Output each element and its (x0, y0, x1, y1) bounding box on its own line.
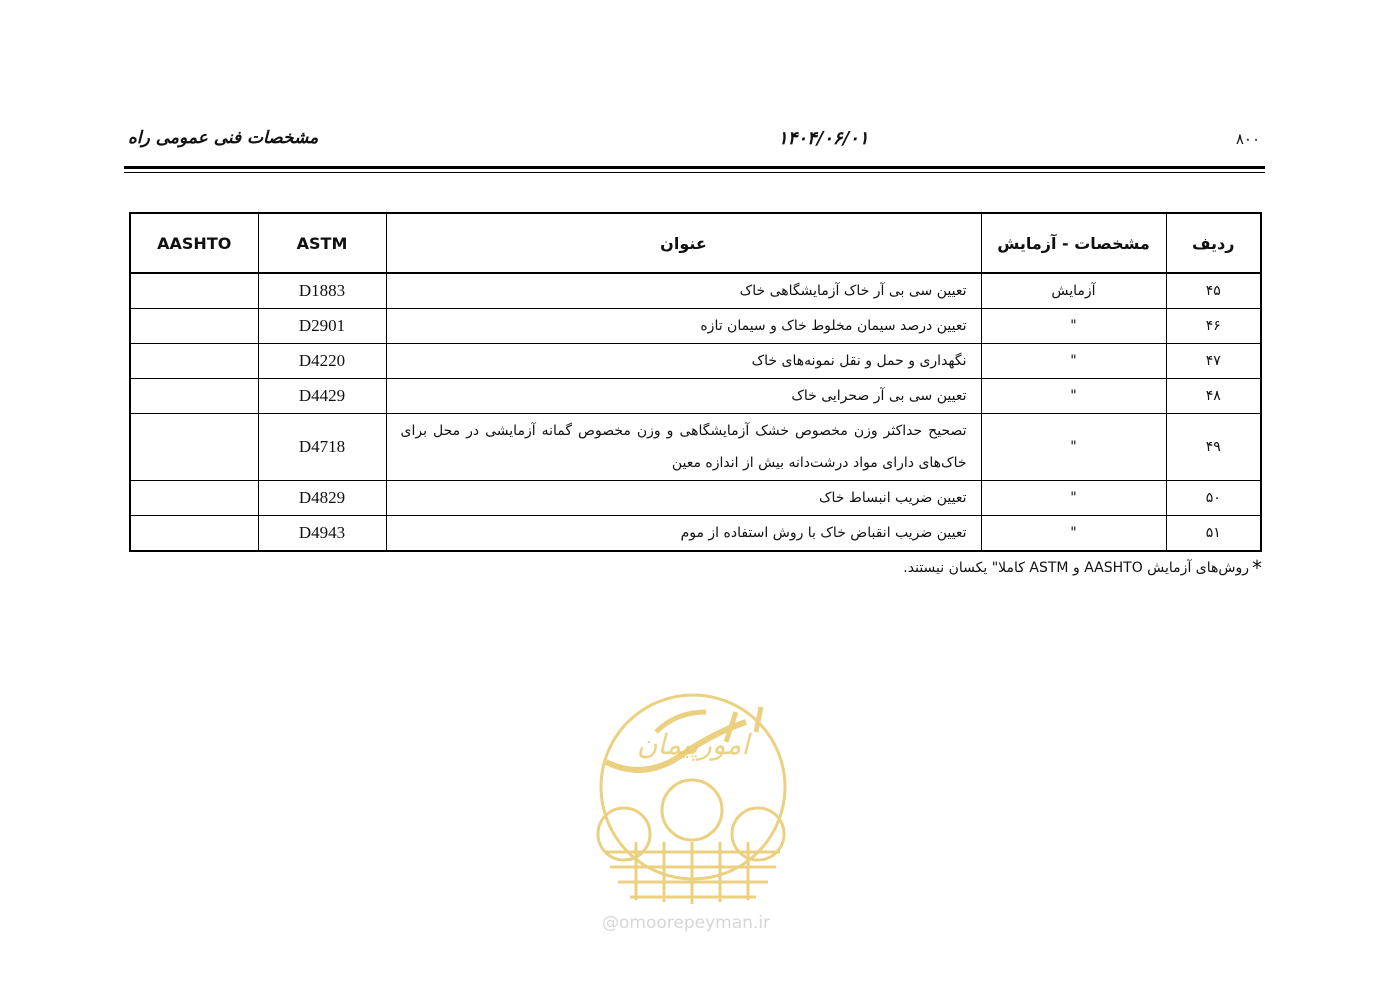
cell-type: " (981, 414, 1166, 481)
cell-astm: D4429 (258, 379, 386, 414)
cell-aashto (130, 379, 258, 414)
table-row (130, 414, 1261, 481)
page-number: ۸۰۰ (1235, 130, 1260, 148)
cell-row-number: ۵۱ (1166, 516, 1261, 552)
footnote-text: روش‌های آزمایش AASHTO و ASTM کاملا" یکسان نیستند. (903, 560, 1249, 576)
col-header-astm: ASTM (258, 213, 386, 273)
cell-title: نگهداری و حمل و نقل نمونه‌های خاک (386, 344, 981, 379)
cell-row-number: ۴۹ (1166, 414, 1261, 481)
cell-title: تعیین سی بی آر صحرایی خاک (386, 379, 981, 414)
cell-type: " (981, 379, 1166, 414)
cell-astm: D4943 (258, 516, 386, 552)
cell-astm: D4220 (258, 344, 386, 379)
table-row (130, 344, 1261, 379)
document-title: مشخصات فنی عمومی راه (128, 128, 319, 148)
table-header-row (130, 213, 1261, 273)
cell-title-line-1: تصحیح حداکثر وزن مخصوص خشک آزمایشگاهی و وزن مخصوص گمانه آزمایشی در محل برای (400, 423, 967, 439)
page-header (128, 128, 1264, 158)
document-date: ۱۴۰۴/۰۶/۰۱ (778, 128, 869, 149)
cell-type: " (981, 344, 1166, 379)
cell-title (386, 414, 981, 481)
cell-row-number: ۴۸ (1166, 379, 1261, 414)
col-header-aashto: AASHTO (130, 213, 258, 273)
cell-title-line-2: خاک‌های دارای مواد درشت‌دانه بیش از اندازه معین (671, 455, 967, 471)
watermark-logo (586, 692, 800, 940)
col-header-spec-test: مشخصات - آزمایش (981, 213, 1166, 273)
watermark-logo-text: امورپیمان (636, 728, 750, 761)
cell-aashto (130, 344, 258, 379)
cell-astm: D2901 (258, 309, 386, 344)
cell-type: " (981, 516, 1166, 552)
table-row (130, 481, 1261, 516)
cell-astm: D4718 (258, 414, 386, 481)
cell-title: تعیین ضریب انبساط خاک (386, 481, 981, 516)
cell-type: آزمایش (981, 273, 1166, 309)
cell-aashto (130, 481, 258, 516)
cell-title: تعیین سی بی آر خاک آزمایشگاهی خاک (386, 273, 981, 309)
header-rule-thick (124, 166, 1265, 169)
footnote (903, 556, 1262, 580)
tests-table (129, 212, 1262, 552)
table-row (130, 516, 1261, 552)
cell-aashto (130, 414, 258, 481)
cell-row-number: ۴۵ (1166, 273, 1261, 309)
cell-type: " (981, 481, 1166, 516)
col-header-title: عنوان (386, 213, 981, 273)
cell-type: " (981, 309, 1166, 344)
col-header-row-number: ردیف (1166, 213, 1261, 273)
footnote-star: * (1252, 556, 1262, 580)
cell-astm: D4829 (258, 481, 386, 516)
cell-aashto (130, 516, 258, 552)
cell-aashto (130, 309, 258, 344)
cell-row-number: ۵۰ (1166, 481, 1261, 516)
table-row (130, 273, 1261, 309)
table-row (130, 309, 1261, 344)
table-row (130, 379, 1261, 414)
watermark-url: @omoorepeyman.ir (601, 913, 771, 933)
cell-row-number: ۴۶ (1166, 309, 1261, 344)
cell-title: تعیین ضریب انقباض خاک با روش استفاده از موم (386, 516, 981, 552)
cell-title: تعیین درصد سیمان مخلوط خاک و سیمان تازه (386, 309, 981, 344)
cell-row-number: ۴۷ (1166, 344, 1261, 379)
cell-aashto (130, 273, 258, 309)
header-rule-thin (124, 172, 1265, 173)
cell-astm: D1883 (258, 273, 386, 309)
watermark-seal-icon (586, 692, 800, 940)
